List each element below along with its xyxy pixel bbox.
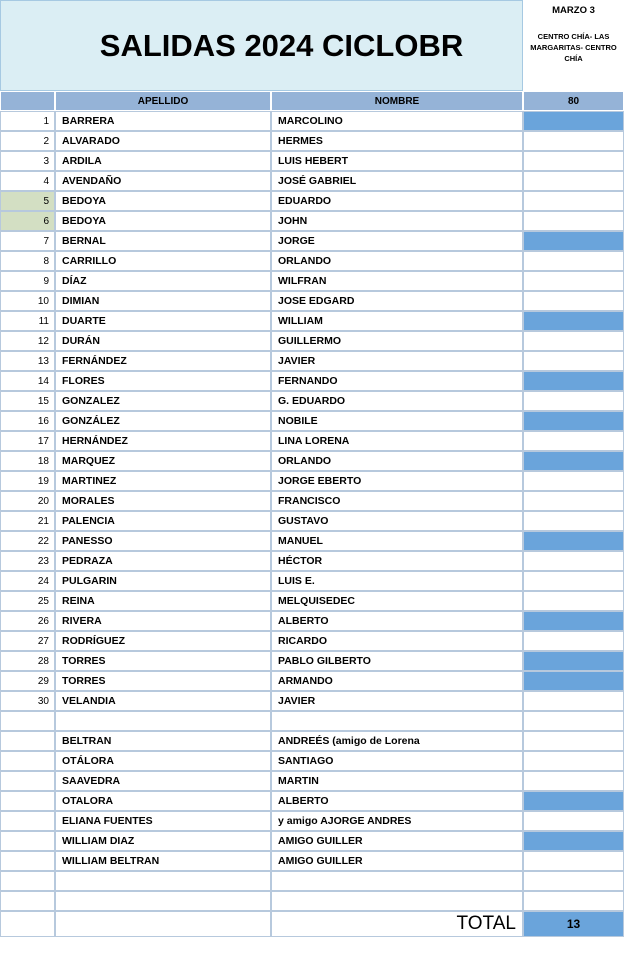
row-attendance-mark[interactable] (523, 731, 624, 751)
row-nombre[interactable]: LUIS E. (271, 571, 523, 591)
total-row-number-cell (0, 911, 55, 937)
row-attendance-mark[interactable] (523, 771, 624, 791)
row-attendance-mark[interactable] (523, 671, 624, 691)
row-attendance-mark[interactable] (523, 371, 624, 391)
row-apellido[interactable]: TORRES (55, 671, 271, 691)
row-nombre[interactable]: LINA LORENA (271, 431, 523, 451)
table-row[interactable] (0, 311, 624, 331)
row-attendance-mark[interactable] (523, 851, 624, 871)
row-apellido[interactable]: RODRÍGUEZ (55, 631, 271, 651)
row-number: 1 (0, 111, 55, 131)
row-apellido[interactable]: ELIANA FUENTES (55, 811, 271, 831)
column-header-count: 80 (523, 91, 624, 111)
row-nombre[interactable]: AMIGO GUILLER (271, 831, 523, 851)
row-apellido[interactable] (55, 711, 271, 731)
table-row[interactable] (0, 211, 624, 231)
row-apellido[interactable]: ARDILA (55, 151, 271, 171)
table-row[interactable] (0, 191, 624, 211)
row-apellido[interactable]: ALVARADO (55, 131, 271, 151)
row-number: 6 (0, 211, 55, 231)
row-apellido[interactable]: FERNÁNDEZ (55, 351, 271, 371)
row-nombre[interactable]: JAVIER (271, 351, 523, 371)
row-attendance-mark[interactable] (523, 131, 624, 151)
table-row[interactable] (0, 291, 624, 311)
row-number: 29 (0, 671, 55, 691)
table-row[interactable] (0, 631, 624, 651)
table-row[interactable] (0, 711, 624, 731)
row-attendance-mark[interactable] (523, 451, 624, 471)
row-apellido[interactable]: DURÁN (55, 331, 271, 351)
row-attendance-mark[interactable] (523, 391, 624, 411)
row-number: 23 (0, 551, 55, 571)
table-row[interactable] (0, 691, 624, 711)
row-number (0, 731, 55, 751)
row-attendance-mark[interactable] (523, 291, 624, 311)
row-attendance-mark[interactable] (523, 691, 624, 711)
column-header-number (0, 91, 55, 111)
table-row[interactable] (0, 231, 624, 251)
row-nombre[interactable]: RICARDO (271, 631, 523, 651)
row-attendance-mark[interactable] (523, 211, 624, 231)
table-row[interactable] (0, 331, 624, 351)
row-number (0, 871, 55, 891)
row-number (0, 891, 55, 911)
row-nombre[interactable]: HÉCTOR (271, 551, 523, 571)
row-nombre[interactable]: ARMANDO (271, 671, 523, 691)
row-apellido[interactable]: MARTINEZ (55, 471, 271, 491)
row-number: 22 (0, 531, 55, 551)
table-row[interactable] (0, 111, 624, 131)
row-nombre[interactable]: ALBERTO (271, 791, 523, 811)
row-apellido[interactable]: DÍAZ (55, 271, 271, 291)
total-row (0, 911, 624, 937)
row-number: 20 (0, 491, 55, 511)
row-attendance-mark[interactable] (523, 611, 624, 631)
table-row[interactable] (0, 171, 624, 191)
row-attendance-mark[interactable] (523, 631, 624, 651)
row-nombre[interactable]: EDUARDO (271, 191, 523, 211)
table-row[interactable] (0, 451, 624, 471)
row-number: 28 (0, 651, 55, 671)
table-row[interactable] (0, 671, 624, 691)
table-row[interactable] (0, 131, 624, 151)
row-nombre[interactable]: PABLO GILBERTO (271, 651, 523, 671)
row-number: 19 (0, 471, 55, 491)
row-number: 13 (0, 351, 55, 371)
row-attendance-mark[interactable] (523, 191, 624, 211)
row-nombre[interactable]: JOHN (271, 211, 523, 231)
row-apellido[interactable]: WILLIAM BELTRAN (55, 851, 271, 871)
row-number: 16 (0, 411, 55, 431)
row-nombre[interactable]: GUSTAVO (271, 511, 523, 531)
row-attendance-mark[interactable] (523, 651, 624, 671)
row-number: 2 (0, 131, 55, 151)
table-row[interactable] (0, 731, 624, 751)
total-row-blank-cell (55, 911, 271, 937)
table-row[interactable] (0, 831, 624, 851)
table-row[interactable] (0, 611, 624, 631)
row-attendance-mark[interactable] (523, 411, 624, 431)
table-row[interactable] (0, 571, 624, 591)
row-apellido[interactable]: HERNÁNDEZ (55, 431, 271, 451)
row-attendance-mark[interactable] (523, 751, 624, 771)
row-number: 17 (0, 431, 55, 451)
row-nombre[interactable]: JORGE (271, 231, 523, 251)
row-attendance-mark[interactable] (523, 351, 624, 371)
row-number: 3 (0, 151, 55, 171)
row-apellido[interactable]: CARRILLO (55, 251, 271, 271)
row-apellido[interactable]: OTALORA (55, 791, 271, 811)
row-apellido[interactable]: BARRERA (55, 111, 271, 131)
row-attendance-mark[interactable] (523, 891, 624, 911)
table-row[interactable] (0, 871, 624, 891)
row-apellido[interactable]: DIMIAN (55, 291, 271, 311)
table-body (0, 111, 624, 911)
row-nombre[interactable]: G. EDUARDO (271, 391, 523, 411)
row-attendance-mark[interactable] (523, 831, 624, 851)
route-label: CENTRO CHÍA- LAS MARGARITAS- CENTRO CHÍA (530, 32, 617, 63)
column-header-row (0, 91, 624, 111)
table-row[interactable] (0, 391, 624, 411)
row-nombre[interactable]: AMIGO GUILLER (271, 851, 523, 871)
row-apellido[interactable]: REINA (55, 591, 271, 611)
row-nombre[interactable]: SANTIAGO (271, 751, 523, 771)
row-nombre[interactable]: WILLIAM (271, 311, 523, 331)
row-attendance-mark[interactable] (523, 711, 624, 731)
row-apellido[interactable]: DUARTE (55, 311, 271, 331)
row-apellido[interactable] (55, 871, 271, 891)
row-nombre[interactable]: MANUEL (271, 531, 523, 551)
total-label: TOTAL (271, 911, 523, 937)
total-value: 13 (523, 911, 624, 937)
date-label: MARZO 3 (552, 5, 595, 16)
row-nombre[interactable]: NOBILE (271, 411, 523, 431)
row-apellido[interactable]: BEDOYA (55, 211, 271, 231)
page-title: SALIDAS 2024 CICLOBR (99, 27, 464, 63)
row-apellido[interactable]: PANESSO (55, 531, 271, 551)
row-nombre[interactable]: ORLANDO (271, 451, 523, 471)
row-nombre[interactable]: LUIS HEBERT (271, 151, 523, 171)
row-apellido[interactable]: RIVERA (55, 611, 271, 631)
row-number: 26 (0, 611, 55, 631)
table-row[interactable] (0, 411, 624, 431)
row-number: 11 (0, 311, 55, 331)
row-nombre[interactable]: FERNANDO (271, 371, 523, 391)
row-apellido[interactable]: OTÁLORA (55, 751, 271, 771)
table-row[interactable] (0, 531, 624, 551)
row-number (0, 711, 55, 731)
row-number (0, 851, 55, 871)
sheet-header (0, 0, 624, 91)
row-number (0, 751, 55, 771)
row-nombre[interactable]: y amigo AJORGE ANDRES (271, 811, 523, 831)
row-attendance-mark[interactable] (523, 551, 624, 571)
row-attendance-mark[interactable] (523, 331, 624, 351)
row-number (0, 771, 55, 791)
row-attendance-mark[interactable] (523, 431, 624, 451)
row-attendance-mark[interactable] (523, 871, 624, 891)
row-number: 21 (0, 511, 55, 531)
row-nombre[interactable]: JOSE EDGARD (271, 291, 523, 311)
row-attendance-mark[interactable] (523, 591, 624, 611)
row-apellido[interactable]: WILLIAM DIAZ (55, 831, 271, 851)
column-header-nombre: NOMBRE (271, 91, 523, 111)
row-nombre[interactable]: GUILLERMO (271, 331, 523, 351)
row-nombre[interactable]: ANDREÉS (amigo de Lorena (271, 731, 523, 751)
row-attendance-mark[interactable] (523, 231, 624, 251)
row-nombre[interactable]: FRANCISCO (271, 491, 523, 511)
row-nombre[interactable]: MARTIN (271, 771, 523, 791)
row-apellido[interactable]: MORALES (55, 491, 271, 511)
row-attendance-mark[interactable] (523, 151, 624, 171)
table-row[interactable] (0, 351, 624, 371)
row-attendance-mark[interactable] (523, 251, 624, 271)
row-attendance-mark[interactable] (523, 811, 624, 831)
row-number (0, 831, 55, 851)
row-attendance-mark[interactable] (523, 511, 624, 531)
table-row[interactable] (0, 771, 624, 791)
table-row[interactable] (0, 431, 624, 451)
row-number: 9 (0, 271, 55, 291)
row-nombre[interactable]: MARCOLINO (271, 111, 523, 131)
row-apellido[interactable]: SAAVEDRA (55, 771, 271, 791)
table-row[interactable] (0, 251, 624, 271)
row-number: 18 (0, 451, 55, 471)
row-nombre[interactable]: JOSÉ GABRIEL (271, 171, 523, 191)
row-number: 24 (0, 571, 55, 591)
row-apellido[interactable]: BEDOYA (55, 191, 271, 211)
row-attendance-mark[interactable] (523, 311, 624, 331)
row-nombre[interactable]: JORGE EBERTO (271, 471, 523, 491)
table-row[interactable] (0, 551, 624, 571)
table-row[interactable] (0, 371, 624, 391)
row-number: 15 (0, 391, 55, 411)
row-number: 10 (0, 291, 55, 311)
row-attendance-mark[interactable] (523, 171, 624, 191)
row-number: 12 (0, 331, 55, 351)
row-apellido[interactable]: FLORES (55, 371, 271, 391)
row-nombre[interactable]: HERMES (271, 131, 523, 151)
row-apellido[interactable]: GONZALEZ (55, 391, 271, 411)
row-nombre[interactable] (271, 871, 523, 891)
title-cell (0, 0, 523, 91)
row-apellido[interactable]: GONZÁLEZ (55, 411, 271, 431)
table-row[interactable] (0, 271, 624, 291)
table-row[interactable] (0, 471, 624, 491)
row-number: 7 (0, 231, 55, 251)
row-apellido[interactable]: BERNAL (55, 231, 271, 251)
row-nombre[interactable]: MELQUISEDEC (271, 591, 523, 611)
row-apellido[interactable] (55, 891, 271, 911)
row-nombre[interactable]: JAVIER (271, 691, 523, 711)
row-attendance-mark[interactable] (523, 791, 624, 811)
row-number: 5 (0, 191, 55, 211)
table-row[interactable] (0, 851, 624, 871)
table-row[interactable] (0, 591, 624, 611)
row-number: 4 (0, 171, 55, 191)
row-attendance-mark[interactable] (523, 531, 624, 551)
table-row[interactable] (0, 791, 624, 811)
table-row[interactable] (0, 651, 624, 671)
row-number: 30 (0, 691, 55, 711)
row-apellido[interactable]: VELANDIA (55, 691, 271, 711)
row-apellido[interactable]: AVENDAÑO (55, 171, 271, 191)
date-route-cell (523, 0, 624, 91)
row-attendance-mark[interactable] (523, 111, 624, 131)
row-apellido[interactable]: PULGARIN (55, 571, 271, 591)
table-row[interactable] (0, 811, 624, 831)
row-attendance-mark[interactable] (523, 571, 624, 591)
row-apellido[interactable]: MARQUEZ (55, 451, 271, 471)
row-number: 14 (0, 371, 55, 391)
row-nombre[interactable]: ORLANDO (271, 251, 523, 271)
row-attendance-mark[interactable] (523, 471, 624, 491)
table-row[interactable] (0, 491, 624, 511)
row-nombre[interactable] (271, 711, 523, 731)
row-apellido[interactable]: PEDRAZA (55, 551, 271, 571)
row-apellido[interactable]: PALENCIA (55, 511, 271, 531)
table-row[interactable] (0, 891, 624, 911)
row-number: 8 (0, 251, 55, 271)
row-number: 25 (0, 591, 55, 611)
table-row[interactable] (0, 751, 624, 771)
row-number (0, 791, 55, 811)
row-attendance-mark[interactable] (523, 271, 624, 291)
row-nombre[interactable]: ALBERTO (271, 611, 523, 631)
row-attendance-mark[interactable] (523, 491, 624, 511)
column-header-apellido: APELLIDO (55, 91, 271, 111)
table-row[interactable] (0, 511, 624, 531)
row-apellido[interactable]: BELTRAN (55, 731, 271, 751)
row-nombre[interactable] (271, 891, 523, 911)
row-nombre[interactable]: WILFRAN (271, 271, 523, 291)
row-apellido[interactable]: TORRES (55, 651, 271, 671)
table-row[interactable] (0, 151, 624, 171)
row-number: 27 (0, 631, 55, 651)
row-number (0, 811, 55, 831)
